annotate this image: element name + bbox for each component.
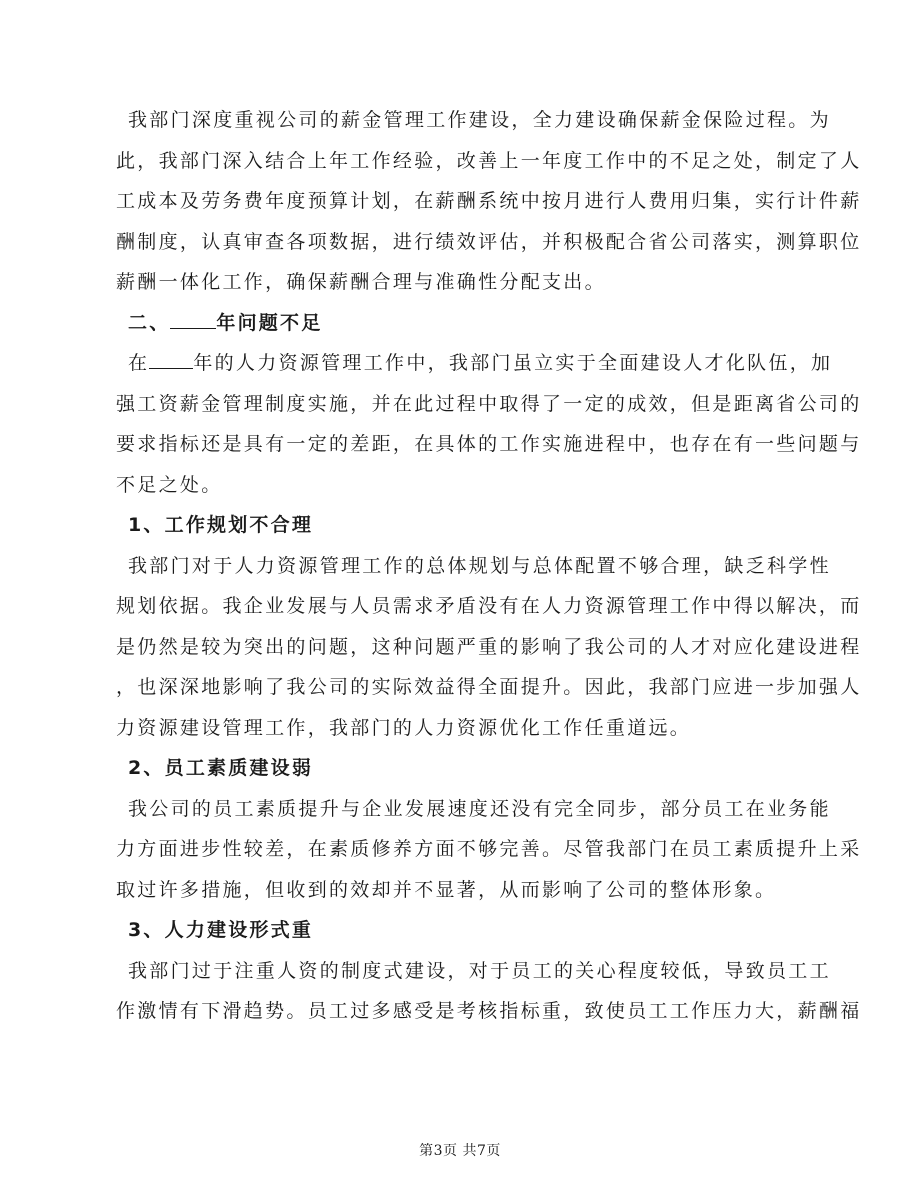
year-blank: [149, 348, 193, 369]
paragraph-formalism: [116, 951, 862, 1032]
paragraph-line: 此，我部门深入结合上年工作经验，改善上一年度工作中的不足之处，制定了人: [116, 149, 862, 172]
paragraph-line: ，也深深地影响了我公司的实际效益得全面提升。因此，我部门应进一步加强人: [116, 676, 862, 698]
subheading-staff-quality: 2、员工素质建设弱: [128, 757, 314, 779]
paragraph-line: 力资源建设管理工作，我部门的人力资源优化工作任重道远。: [116, 716, 692, 739]
paragraph-line: 我公司的员工素质提升与企业发展速度还没有完全同步，部分员工在业务能: [128, 797, 831, 820]
subheading-formalism: 3、人力建设形式重: [128, 919, 314, 941]
paragraph-line: 酬制度，认真审查各项数据，进行绩效评估，并积极配合省公司落实，测算职位: [116, 230, 862, 253]
paragraph-line: 是仍然是较为突出的问题，这种问题严重的影响了我公司的人才对应化建设进程: [116, 635, 862, 658]
paragraph-staff-quality: [116, 789, 862, 911]
heading-prefix: 二、: [128, 311, 171, 334]
paragraph-line: 强工资薪金管理制度实施，并在此过程中取得了一定的成效，但是距离省公司的: [116, 392, 862, 415]
line-prefix: 在: [128, 352, 150, 374]
page-number: 第3页 共7页: [419, 1143, 501, 1159]
year-blank: [170, 308, 216, 329]
line-suffix: 年的人力资源管理工作中，我部门虽立实于全面建设人才化队伍，加: [193, 352, 833, 374]
paragraph-line: 取过许多措施，但收到的效却并不显著，从而影响了公司的整体形象。: [116, 878, 777, 901]
paragraph-line: 作激情有下滑趋势。员工过多感受是考核指标重，致使员工工作压力大，薪酬福: [116, 1000, 862, 1022]
paragraph-line: 不足之处。: [116, 473, 223, 496]
paragraph-salary-management: [116, 100, 862, 303]
heading-suffix: 年问题不足: [216, 311, 323, 334]
paragraph-line: 要求指标还是具有一定的差距，在具体的工作实施进程中，也存在有一些问题与: [116, 433, 862, 455]
paragraph-problems-intro: [116, 343, 862, 505]
paragraph-line: 规划依据。我企业发展与人员需求矛盾没有在人力资源管理工作中得以解决，而: [116, 595, 862, 617]
paragraph-line: 薪酬一体化工作，确保薪酬合理与准确性分配支出。: [116, 271, 606, 293]
paragraph-planning: [116, 546, 862, 749]
section-heading-problems: [116, 303, 802, 344]
paragraph-line: [116, 343, 833, 384]
paragraph-line: 工成本及劳务费年度预算计划，在薪酬系统中按月进行人费用归集，实行计件薪: [116, 190, 862, 212]
subheading-planning: 1、工作规划不合理: [128, 514, 314, 536]
paragraph-line: 我部门对于人力资源管理工作的总体规划与总体配置不够合理，缺乏科学性: [128, 554, 831, 577]
paragraph-line: 我部门过于注重人资的制度式建设，对于员工的关心程度较低，导致员工工: [128, 959, 831, 982]
paragraph-line: 我部门深度重视公司的薪金管理工作建设，全力建设确保薪金保险过程。为: [128, 109, 831, 131]
document-body: [116, 100, 862, 1032]
paragraph-line: 力方面进步性较差，在素质修养方面不够完善。尽管我部门在员工素质提升上采: [116, 838, 862, 860]
